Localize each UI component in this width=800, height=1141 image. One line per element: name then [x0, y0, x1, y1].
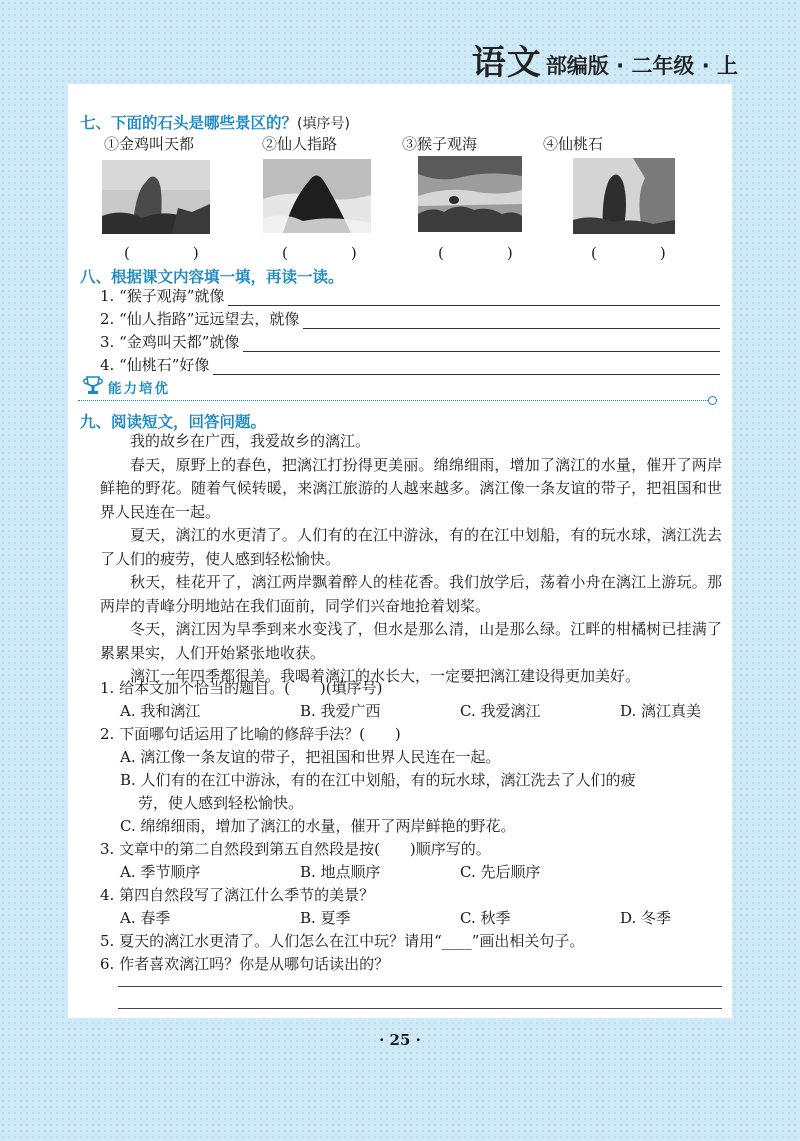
question-5: 5. 夏天的漓江水更清了。人们怎么在江中玩？请用“____”画出相关句子。: [100, 932, 585, 950]
divider-end-dot: [708, 396, 717, 405]
fill-blank-2[interactable]: [303, 312, 720, 329]
q1-option-b[interactable]: B. 我爱广西: [300, 702, 381, 720]
fill-row-1: [100, 284, 720, 306]
q4-option-b[interactable]: B. 夏季: [300, 909, 351, 927]
ability-divider: [78, 400, 710, 401]
q3-option-c[interactable]: C. 先后顺序: [460, 863, 541, 881]
answer-line-1[interactable]: [118, 986, 722, 987]
golden-rooster-stone-photo: [102, 160, 210, 234]
fill-blank-1[interactable]: [228, 289, 720, 306]
fill-row-2: [100, 307, 720, 329]
question-4: 4. 第四自然段写了漓江什么季节的美景？: [100, 886, 375, 904]
passage-paragraph-2: 春天，原野上的春色，把漓江打扮得更美丽。绵绵细雨，增加了漓江的水量，催开了两岸鲜艳的野花。随着气候转暖，来漓江旅游的人越来越多。漓江像一条友谊的带子，把祖国和世界人民连在一起。: [100, 455, 722, 521]
stone-option-4: ④仙桃石: [543, 135, 604, 153]
header-edition: 部编版 · 二年级 · 上: [545, 54, 738, 78]
reading-passage: [100, 430, 722, 689]
q4-option-c[interactable]: C. 秋季: [460, 909, 511, 927]
answer-paren-2[interactable]: ( ): [282, 244, 381, 262]
q2-option-c[interactable]: C. 绵绵细雨，增加了漓江的水量，催开了两岸鲜艳的野花。: [120, 817, 516, 835]
immortal-pointing-stone-photo: [263, 159, 371, 233]
q1-option-d[interactable]: D. 漓江真美: [620, 702, 702, 720]
page-number: · 25 ·: [379, 1031, 421, 1049]
fill-row-2-text: 2. “仙人指路”远远望去，就像: [100, 310, 300, 328]
q4-option-d[interactable]: D. 冬季: [620, 909, 672, 927]
section-8-title: 八、根据课文内容填一填，再读一读。: [80, 268, 344, 286]
q1-option-a[interactable]: A. 我和漓江: [120, 702, 201, 720]
fill-row-3-text: 3. “金鸡叫天都”就像: [100, 333, 240, 351]
question-3: 3. 文章中的第二自然段到第五自然段是按( )顺序写的。: [100, 840, 491, 858]
passage-paragraph-1: 我的故乡在广西，我爱故乡的漓江。: [130, 432, 371, 450]
q4-option-a[interactable]: A. 春季: [120, 909, 171, 927]
fill-row-1-text: 1. “猴子观海”就像: [100, 287, 225, 305]
ability-label: 能力培优: [108, 381, 170, 397]
passage-paragraph-5: 冬天，漓江因为旱季到来水变浅了，但水是那么清，山是那么绿。江畔的柑橘树已挂满了累累果实，人们开始紧张地收获。: [100, 620, 722, 662]
section-7-title-text: 七、下面的石头是哪些景区的？: [80, 114, 298, 132]
answer-paren-3[interactable]: ( ): [438, 244, 537, 262]
q2-option-b[interactable]: B. 人们有的在江中游泳，有的在江中划船，有的玩水球，漓江洗去了人们的疲: [120, 771, 636, 789]
q2-option-a[interactable]: A. 漓江像一条友谊的带子，把祖国和世界人民连在一起。: [120, 748, 501, 766]
fill-blank-4[interactable]: [213, 358, 720, 375]
section-9-title: 九、阅读短文，回答问题。: [80, 413, 267, 431]
stone-option-1: ①金鸡叫天都: [104, 135, 195, 153]
section-7-note: (填序号): [297, 116, 350, 132]
answer-paren-4[interactable]: ( ): [591, 244, 690, 262]
question-1: 1. 给本文加个恰当的题目。( )(填序号): [100, 679, 383, 697]
q2-option-b-cont: 劳，使人感到轻松愉快。: [138, 794, 304, 812]
q1-option-c[interactable]: C. 我爱漓江: [460, 702, 541, 720]
question-6: 6. 作者喜欢漓江吗？你是从哪句话读出的？: [100, 955, 390, 973]
passage-paragraph-3: 夏天，漓江的水更清了。人们有的在江中游泳，有的在江中划船，有的玩水球，漓江洗去了人们的疲劳，使人感到轻松愉快。: [100, 526, 722, 568]
ability-section-header: [82, 374, 170, 400]
q3-option-a[interactable]: A. 季节顺序: [120, 863, 201, 881]
question-2: 2. 下面哪句话运用了比喻的修辞手法？( ): [100, 725, 401, 743]
book-header: [472, 36, 738, 84]
fill-row-3: [100, 330, 720, 352]
q3-option-b[interactable]: B. 地点顺序: [300, 863, 381, 881]
passage-paragraph-6: 漓江一年四季都很美。我喝着漓江的水长大，一定要把漓江建设得更加美好。: [130, 667, 641, 685]
stone-option-3: ③猴子观海: [402, 135, 478, 153]
fill-row-4-text: 4. “仙桃石”好像: [100, 356, 210, 374]
answer-line-2[interactable]: [118, 1008, 722, 1009]
answer-paren-1[interactable]: ( ): [124, 244, 223, 262]
header-subject: 语文: [471, 43, 542, 83]
fill-row-4: [100, 353, 720, 375]
stone-option-2: ②仙人指路: [262, 135, 338, 153]
peach-stone-photo: [573, 158, 675, 234]
monkey-watching-sea-photo: [418, 156, 522, 232]
fill-blank-3[interactable]: [243, 335, 720, 352]
trophy-icon: [82, 374, 104, 400]
section-7-title: [80, 111, 350, 133]
passage-paragraph-4: 秋天，桂花开了，漓江两岸飘着醉人的桂花香。我们放学后，荡着小舟在漓江上游玩。那两岸的青峰分明地站在我们面前，同学们兴奋地抢着划桨。: [100, 573, 722, 615]
